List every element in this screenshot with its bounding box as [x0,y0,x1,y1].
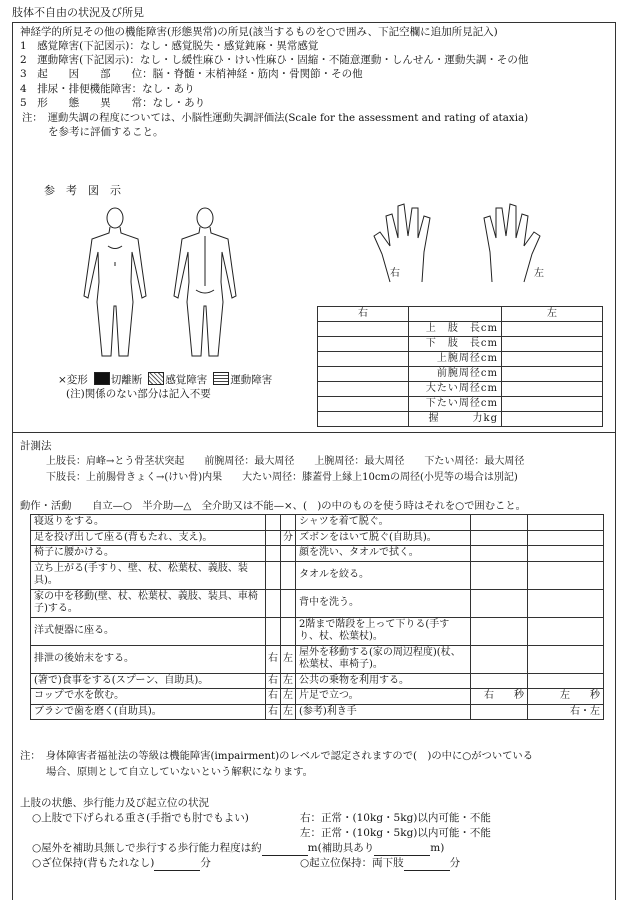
legend-amputation: 切離断 [110,374,143,386]
measure-left-cell[interactable] [502,397,603,412]
neuro-item-text: 起 因 部 位：脳・脊髄・末梢神経・筋肉・骨関節・その他 [37,68,363,80]
measure-label: 上腕周径cm [409,352,502,367]
sitting-minutes-field[interactable] [154,857,200,871]
activity-right-label: タオルを絞る。 [296,561,471,589]
activity-right-mark-1[interactable] [471,546,528,562]
activity-left-mark-1[interactable]: 右 [266,645,281,673]
sitting-unit: 分 [200,857,211,869]
ataxia-note-cont: を参考に評価すること。 [48,126,164,138]
standing-label: ○起立位保持：両下肢 [300,857,404,869]
activity-left-label: 椅子に腰かける。 [31,546,266,562]
activity-right-mark-2[interactable] [528,515,604,531]
measure-right-cell[interactable] [318,322,409,337]
measure-left-header: 左 [502,307,603,322]
measure-left-cell[interactable] [502,352,603,367]
method-line-1: 上肢長：肩峰→とう骨茎状突起 前腕周径：最大周径 上腕周径：最大周径 下たい周径：最大周径 [46,456,525,467]
standing-unit: 分 [449,857,461,869]
activity-table [30,514,604,720]
activity-left-label: (箸で)食事をする(スプーン、自助具)。 [31,673,266,689]
activity-left-label: 家の中を移動(壁、杖、松葉杖、義肢、装具、車椅子)する。 [31,589,266,617]
activity-right-mark-1[interactable] [471,704,528,720]
measure-left-cell[interactable] [502,412,603,427]
activity-left-label: コップで水を飲む。 [31,689,266,705]
activity-left-mark-1[interactable] [266,530,281,546]
measure-left-cell[interactable] [502,322,603,337]
activity-left-mark-2[interactable] [281,617,296,645]
neuro-item-text: 感覚障害(下記図示)：なし・感覚脱失・感覚鈍麻・異常感覚 [37,40,319,52]
activity-row [31,673,604,689]
standing-minutes-field[interactable] [404,857,450,871]
neuro-item-4 [20,83,195,96]
activity-right-mark-2[interactable]: 左 秒 [528,689,604,705]
activity-right-mark-2[interactable] [528,546,604,562]
impairment-note-cont: 場合、原則として自立していないという解釈になります。 [46,766,313,778]
walk-distance-field[interactable] [262,842,308,856]
figure-label: 参 考 図 示 [44,184,121,197]
activity-left-mark-1[interactable] [266,617,281,645]
activity-row [31,530,604,546]
weight-right: 右：正常・(10kg・5kg)以内可能・不能 [300,812,491,824]
neuro-heading: 神経学的所見その他の機能障害(形態異常)の所見(該当するものを○で囲み、下記空欄に追加所見記入) [20,26,498,38]
activity-right-mark-2[interactable]: 右・左 [528,704,604,720]
measure-label: 握 力kg [409,412,502,427]
neuro-item-text: 排尿・排便機能障害：なし・あり [37,83,195,95]
activity-right-mark-1[interactable] [471,561,528,589]
activity-left-mark-2[interactable] [281,589,296,617]
activity-left-mark-2[interactable]: 左 [281,704,296,720]
activity-right-mark-1[interactable] [471,589,528,617]
legend-motor: 運動障害 [230,374,273,386]
neuro-item-5 [20,97,205,110]
neuro-item-1 [20,40,318,53]
method-line-2: 下肢長：上前腸骨きょく→(けい骨)内果 大たい周径：膝蓋骨上縁上10cmの周径(小児等の場合は別記) [46,472,518,483]
activity-right-mark-2[interactable] [528,673,604,689]
hand-left-label: 左 [534,268,544,279]
activity-right-mark-1[interactable] [471,673,528,689]
activity-left-mark-2[interactable] [281,561,296,589]
activity-row [31,546,604,562]
activity-right-label: (参考)利き手 [296,704,471,720]
activity-left-mark-2[interactable]: 分 [281,530,296,546]
activity-right-mark-2[interactable] [528,645,604,673]
figure-legend [58,372,272,387]
sensory-swatch [148,372,164,385]
measure-left-cell[interactable] [502,382,603,397]
activity-right-mark-1[interactable] [471,617,528,645]
neuro-item-number: 5 [20,97,27,109]
activity-left-mark-1[interactable] [266,589,281,617]
activity-row [31,561,604,589]
neuro-item-number: 1 [20,40,27,52]
walk-unit: m) [430,842,445,854]
activity-left-mark-1[interactable] [266,561,281,589]
activity-left-mark-1[interactable]: 右 [266,673,281,689]
activity-right-label: 顔を洗い、タオルで拭く。 [296,546,471,562]
walk-aid-distance-field[interactable] [374,842,430,856]
activity-left-mark-2[interactable] [281,546,296,562]
limbs-heading: 上肢の状態、歩行能力及び起立位の状況 [20,797,209,809]
amputation-swatch [94,372,110,385]
activity-left-label: 洋式便器に座る。 [31,617,266,645]
activity-right-label: シャツを着て脱ぐ。 [296,515,471,531]
activity-left-mark-2[interactable] [281,515,296,531]
activity-left-label: 足を投げ出して座る(背もたれ、支え)。 [31,530,266,546]
standing-hold [300,857,460,871]
activity-right-mark-2[interactable] [528,530,604,546]
neuro-item-number: 4 [20,83,27,95]
walk-label: ○屋外を補助具無しで歩行する歩行能力程度は約 [32,842,262,854]
measure-label: 大たい周径cm [409,382,502,397]
activity-right-mark-1[interactable]: 右 秒 [471,689,528,705]
measure-label: 前腕周径cm [409,367,502,382]
walk-ability [32,842,444,856]
measure-left-cell[interactable] [502,367,603,382]
activity-right-mark-1[interactable] [471,645,528,673]
legend-sensory: 感覚障害 [165,374,208,386]
neuro-item-2 [20,54,528,67]
activity-left-mark-2[interactable]: 左 [281,673,296,689]
legend-deform: ×変形 [58,374,88,386]
activity-right-label: ズボンをはいて脱ぐ(自助具)。 [296,530,471,546]
activity-right-label: 公共の乗物を利用する。 [296,673,471,689]
measure-right-cell[interactable] [318,382,409,397]
measure-right-cell[interactable] [318,412,409,427]
activity-right-mark-1[interactable] [471,515,528,531]
body-front-figure [78,206,152,364]
activity-right-label: 2階まで階段を上って下りる(手すり、杖、松葉杖)。 [296,617,471,645]
walk-aid-label: m(補助具あり [307,842,375,854]
activity-left-mark-2[interactable]: 左 [281,645,296,673]
activity-right-mark-2[interactable] [528,617,604,645]
activity-right-label: 屋外を移動する(家の周辺程度)(杖、松葉杖、車椅子)。 [296,645,471,673]
neuro-item-number: 2 [20,54,27,66]
hand-right-label: 右 [390,268,400,279]
activity-row [31,689,604,705]
activity-left-mark-1[interactable] [266,546,281,562]
activity-left-label: 寝返りをする。 [31,515,266,531]
activity-left-mark-1[interactable]: 右 [266,689,281,705]
activity-row [31,617,604,645]
activity-row [31,704,604,720]
legend-note: (注)関係のない部分は記入不要 [66,388,211,400]
measure-label-header [409,307,502,322]
activity-right-mark-1[interactable] [471,530,528,546]
ataxia-note: 注： 運動失調の程度については、小脳性運動失調評価法(Scale for the assessment and rating of ataxia) [22,112,529,124]
motor-swatch [213,372,229,385]
activity-left-mark-2[interactable]: 左 [281,689,296,705]
neuro-item-text: 形 態 異 常：なし・あり [37,97,206,109]
measure-label: 下たい周径cm [409,397,502,412]
measure-left-cell[interactable] [502,337,603,352]
sitting-label: ○ざ位保持(背もたれなし) [32,857,155,869]
activity-row [31,515,604,531]
sitting-hold [32,857,211,871]
measurement-table [317,306,603,427]
method-heading: 計測法 [20,440,52,452]
activity-heading: 動作・活動 自立—○ 半介助—△ 全介助又は不能—×、( )の中のものを使う時はそれを○で囲むこと。 [20,500,526,512]
activity-row [31,589,604,617]
weight-label: ○上肢で下げられる重さ(手指でも肘でもよい) [32,812,249,824]
body-back-figure [168,206,242,364]
neuro-item-number: 3 [20,68,27,80]
measure-right-cell[interactable] [318,337,409,352]
impairment-note: 注： 身体障害者福祉法の等級は機能障害(impairment)のレベルで認定されますので( )の中に○がついている [20,750,534,762]
neuro-item-text: 運動障害(下記図示)：なし・し緩性麻ひ・けい性麻ひ・固縮・不随意運動・しんせん・運動失調・その他 [37,54,529,66]
measure-right-cell[interactable] [318,367,409,382]
activity-left-mark-1[interactable]: 右 [266,704,281,720]
measure-label: 下 肢 長cm [409,337,502,352]
weight-left: 左：正常・(10kg・5kg)以内可能・不能 [300,827,491,839]
measure-right-cell[interactable] [318,397,409,412]
document-title: 肢体不自由の状況及び所見 [12,6,144,19]
measure-right-cell[interactable] [318,352,409,367]
activity-left-label: 立ち上がる(手すり、壁、杖、松葉杖、義肢、装具)。 [31,561,266,589]
measure-label: 上 肢 長cm [409,322,502,337]
activity-right-label: 片足で立つ。 [296,689,471,705]
activity-right-label: 背中を洗う。 [296,589,471,617]
activity-row [31,645,604,673]
activity-right-mark-2[interactable] [528,561,604,589]
activity-left-label: 排泄の後始末をする。 [31,645,266,673]
neuro-item-3 [20,68,363,81]
measure-right-header: 右 [318,307,409,322]
activity-left-label: ブラシで歯を磨く(自助具)。 [31,704,266,720]
activity-left-mark-1[interactable] [266,515,281,531]
activity-right-mark-2[interactable] [528,589,604,617]
